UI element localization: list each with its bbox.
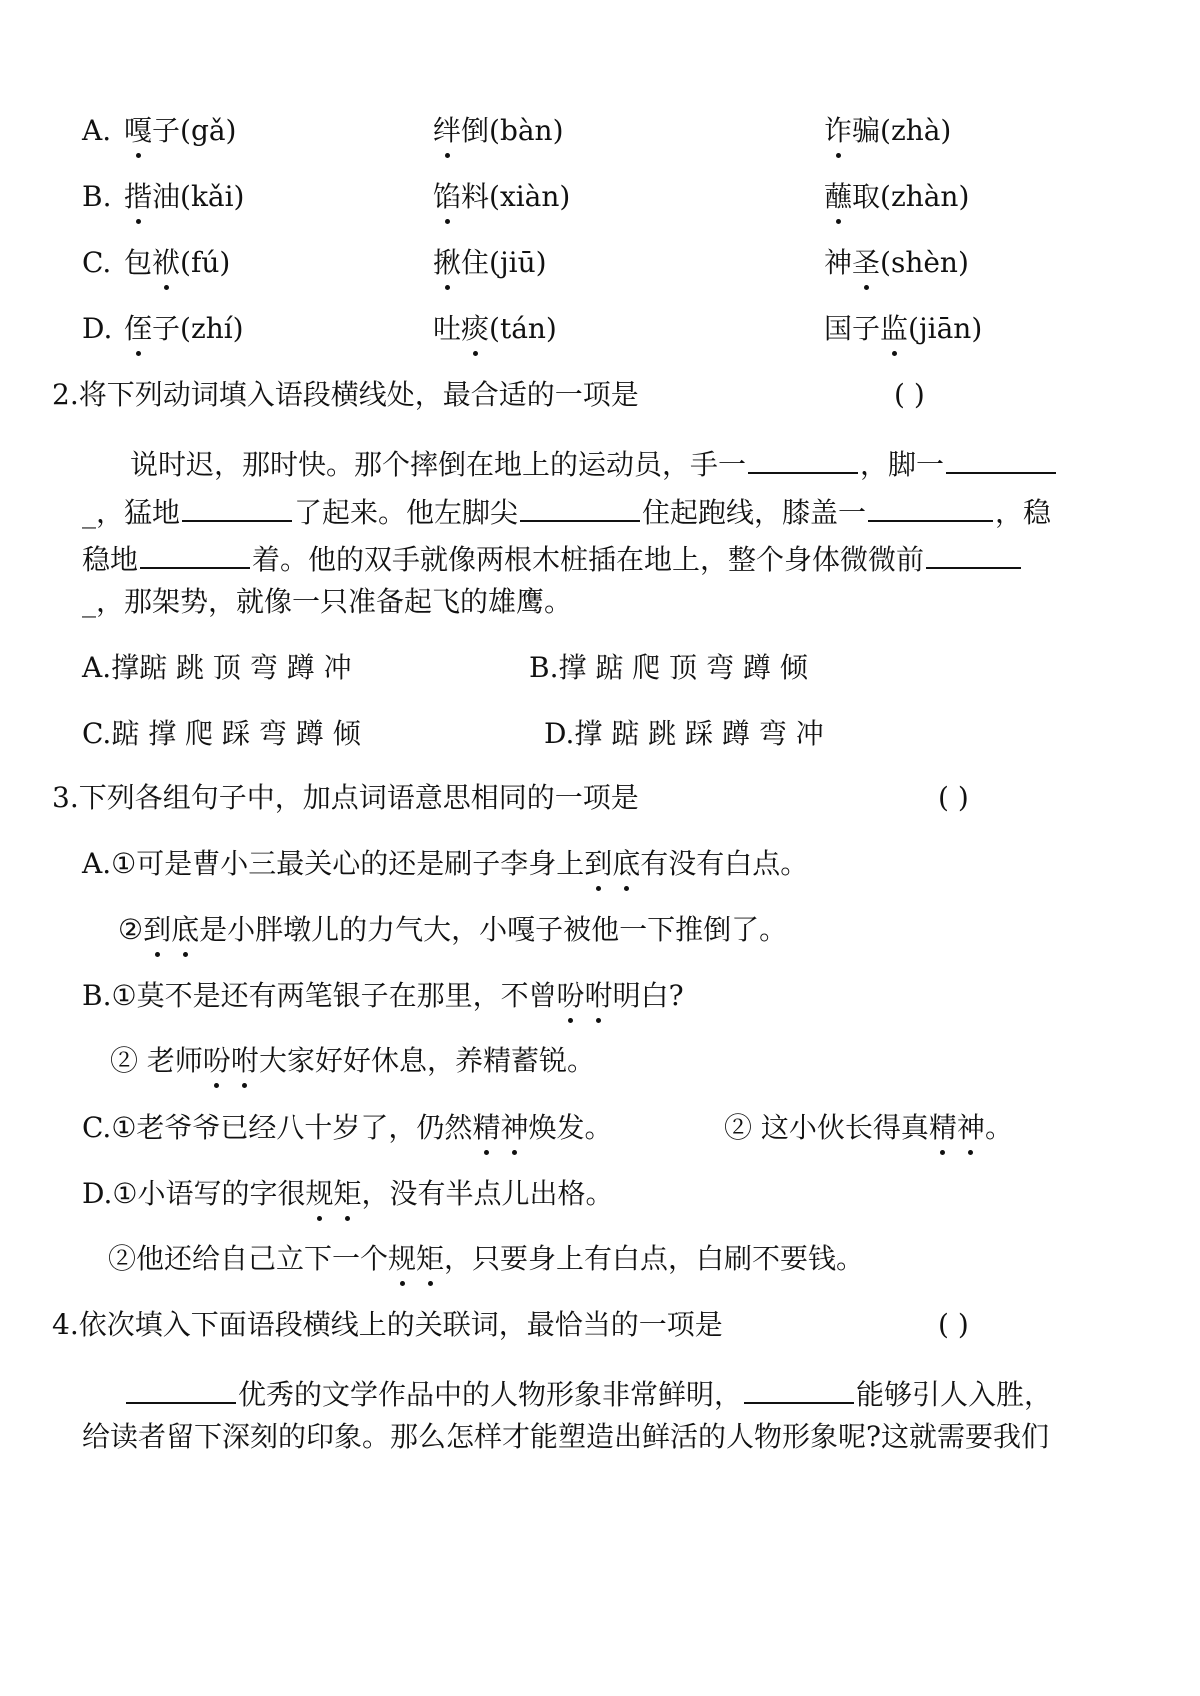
- q3-option-d-2: ②他还给自己立下一个规矩，只要身上有白点，白刷不要钱。: [108, 1242, 865, 1275]
- dotted-char: 底: [612, 847, 641, 880]
- q4-passage-line-1: 优秀的文学作品中的人物形象非常鲜明， 能够引人入胜，: [124, 1372, 1052, 1413]
- dotted-char: 痰: [461, 312, 490, 345]
- q3-option-c-1: C.①老爷爷已经八十岁了，仍然精神焕发。: [82, 1111, 613, 1144]
- q3-stem: 3.下列各组句子中，加点词语意思相同的一项是: [52, 781, 639, 814]
- q2-stem: 2.将下列动词填入语段横线处，最合适的一项是: [52, 378, 639, 411]
- q1-item: 国子监(jiān): [824, 312, 983, 345]
- fill-blank[interactable]: [140, 537, 250, 569]
- dotted-char: 嘎: [124, 114, 153, 147]
- q4-stem: 4.依次填入下面语段横线上的关联词，最恰当的一项是: [52, 1308, 723, 1341]
- q2-passage-line-3: 稳地 着。他的双手就像两根木桩插在地上，整个身体微微前: [82, 537, 1023, 578]
- dotted-char: 吩: [556, 979, 585, 1012]
- q1-item: 神圣(shèn): [824, 246, 969, 279]
- q2-passage-line-2: _，猛地 了起来。他左脚尖 住起跑线，膝盖一 ，稳: [82, 490, 1051, 531]
- q1-item: 蘸取(zhàn): [824, 180, 970, 213]
- dotted-char: 揩: [124, 180, 153, 213]
- q3-option-b-1: B.①莫不是还有两笔银子在那里，不曾吩咐明白?: [82, 979, 684, 1012]
- q2-option-c[interactable]: C.踮 撑 爬 踩 弯 蹲 倾: [82, 717, 361, 750]
- q2-passage-line-4: _，那架势，就像一只准备起飞的雄鹰。: [82, 585, 573, 618]
- dotted-char: 到: [143, 913, 172, 946]
- fill-blank[interactable]: [744, 1372, 854, 1404]
- q1-row-label: A.: [82, 114, 112, 147]
- q3-option-c-2: ② 这小伙长得真精神。: [724, 1111, 1013, 1144]
- q1-item: 侄子(zhí): [124, 312, 244, 345]
- q1-row-a: [82, 113, 111, 149]
- q1-item: 包袱(fú): [124, 246, 231, 279]
- dotted-char: 神: [500, 1111, 529, 1144]
- q1-row-b: [82, 179, 111, 215]
- q1-row-c: [82, 245, 111, 281]
- q1-row-d: [82, 311, 112, 347]
- dotted-char: 规: [388, 1242, 417, 1275]
- dotted-char: 揪: [433, 246, 462, 279]
- q2-option-b[interactable]: B.撑 踮 爬 顶 弯 蹲 倾: [529, 651, 808, 684]
- fill-blank[interactable]: [748, 442, 858, 474]
- dotted-char: 蘸: [824, 180, 853, 213]
- q3-option-d-1: D.①小语写的字很规矩，没有半点儿出格。: [82, 1177, 614, 1210]
- q1-item: 吐痰(tán): [433, 312, 557, 345]
- dotted-char: 规: [305, 1177, 334, 1210]
- q1-item: 诈骗(zhà): [824, 114, 952, 147]
- dotted-char: 绊: [433, 114, 462, 147]
- q1-item: 嘎子(gǎ): [124, 114, 237, 147]
- q1-item: 馅料(xiàn): [433, 180, 571, 213]
- dotted-char: 精: [472, 1111, 501, 1144]
- dotted-char: 监: [880, 312, 909, 345]
- dotted-char: 袱: [152, 246, 181, 279]
- dotted-char: 底: [171, 913, 200, 946]
- dotted-char: 咐: [584, 979, 613, 1012]
- fill-blank[interactable]: [182, 490, 292, 522]
- dotted-char: 圣: [852, 246, 881, 279]
- q1-item: 揪住(jiū): [433, 246, 547, 279]
- q4-passage-line-2: 给读者留下深刻的印象。那么怎样才能塑造出鲜活的人物形象呢?这就需要我们: [82, 1420, 1050, 1453]
- q3-option-b-2: ② 老师吩咐大家好好休息，养精蓄锐。: [110, 1044, 595, 1077]
- q1-row-label: D.: [82, 312, 113, 345]
- dotted-char: 精: [928, 1111, 957, 1144]
- dotted-char: 矩: [333, 1177, 362, 1210]
- q1-item: 绊倒(bàn): [433, 114, 564, 147]
- dotted-char: 诈: [824, 114, 853, 147]
- dotted-char: 矩: [416, 1242, 445, 1275]
- q2-answer-paren: ( ): [894, 378, 925, 411]
- fill-blank[interactable]: [520, 490, 640, 522]
- q1-item: 揩油(kǎi): [124, 180, 245, 213]
- fill-blank[interactable]: [946, 442, 1056, 474]
- dotted-char: 侄: [124, 312, 153, 345]
- q3-option-a-1: A.①可是曹小三最关心的还是刷子李身上到底有没有白点。: [82, 847, 809, 880]
- q4-answer-paren: ( ): [938, 1308, 969, 1341]
- q2-option-d[interactable]: D.撑 踮 跳 踩 蹲 弯 冲: [544, 717, 824, 750]
- fill-blank[interactable]: [126, 1372, 236, 1404]
- q1-row-label: C.: [82, 246, 112, 279]
- q3-option-a-2: ②到底是小胖墩儿的力气大，小嘎子被他一下推倒了。: [118, 913, 788, 946]
- q2-passage-line-1: 说时迟，那时快。那个摔倒在地上的运动员，手一 ，脚一: [130, 442, 1058, 483]
- q2-option-a[interactable]: A.撑踮 跳 顶 弯 蹲 冲: [82, 651, 352, 684]
- dotted-char: 咐: [230, 1044, 259, 1077]
- q1-row-label: B.: [82, 180, 112, 213]
- q3-answer-paren: ( ): [938, 781, 969, 814]
- fill-blank[interactable]: [926, 537, 1021, 569]
- dotted-char: 馅: [433, 180, 462, 213]
- dotted-char: 神: [956, 1111, 985, 1144]
- dotted-char: 吩: [202, 1044, 231, 1077]
- fill-blank[interactable]: [868, 490, 993, 522]
- dotted-char: 到: [584, 847, 613, 880]
